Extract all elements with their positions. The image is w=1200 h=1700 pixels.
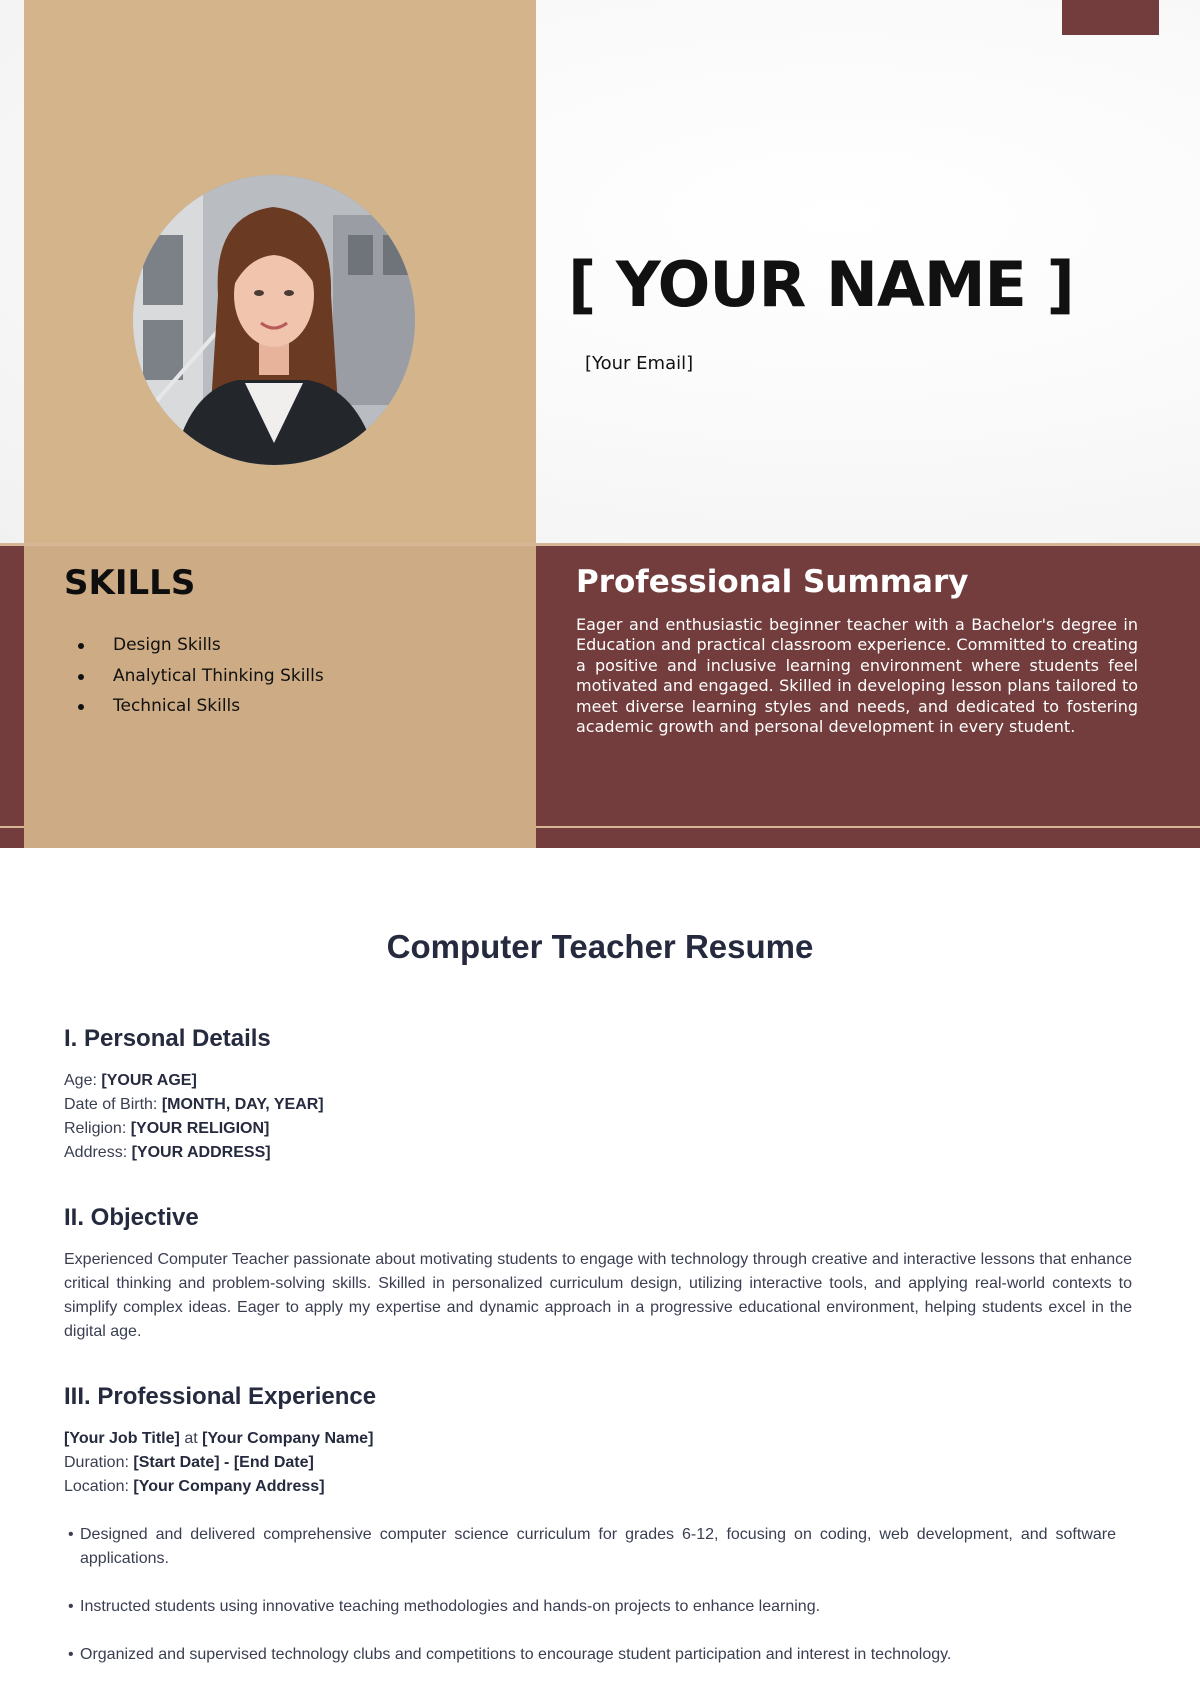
objective-heading: II. Objective [64, 1204, 199, 1231]
profile-photo [133, 175, 415, 465]
dob-value: [MONTH, DAY, YEAR] [161, 1096, 324, 1113]
age-line [64, 1069, 324, 1093]
top-accent-bar [1062, 0, 1159, 35]
candidate-name: [ YOUR NAME ] [568, 248, 1074, 321]
address-line [64, 1141, 324, 1165]
religion-label: Religion: [64, 1120, 127, 1137]
skill-item: Analytical Thinking Skills [64, 661, 324, 692]
address-label: Address: [64, 1144, 128, 1161]
address-value: [YOUR ADDRESS] [131, 1144, 271, 1161]
duration-label: Duration: [64, 1454, 129, 1471]
experience-bullet: • Designed and delivered comprehensive computer science curriculum for grades 6-12, focusing on coding, web development, and software applications. [64, 1523, 1116, 1571]
experience-bullet: • Instructed students using innovative teaching methodologies and hands-on projects to enhance learning. [64, 1595, 1116, 1619]
skill-item: Design Skills [64, 630, 324, 661]
job-at: at [184, 1430, 198, 1447]
job-title: [Your Job Title] [64, 1430, 180, 1447]
duration-line [64, 1451, 373, 1475]
document-title: Computer Teacher Resume [386, 928, 814, 965]
dob-label: Date of Birth: [64, 1096, 158, 1113]
job-details [64, 1427, 373, 1499]
personal-details-heading: I. Personal Details [64, 1025, 271, 1052]
objective-text: Experienced Computer Teacher passionate about motivating students to engage with technology through creative and interactive lessons that enhance critical thinking and problem-solving skills. Skilled in personalized curriculum design, utilizing interactive tools, and applying real-world contexts to simplify complex ideas. Eager to apply my expertise and dynamic approach in a progressive educational environment, helping students excel in the digital age. [64, 1251, 1132, 1340]
summary-text: Eager and enthusiastic beginner teacher with a Bachelor's degree in Education and practical classroom experience. Committed to creating a positive and inclusive learning environment where students feel motivated and engaged. Skilled in developing lesson plans tailored to meet diverse learning styles and needs, and dedicated to fostering academic growth and personal development in every student. [576, 615, 1138, 737]
skills-heading: SKILLS [64, 563, 196, 603]
experience-bullet: • Organized and supervised technology clubs and competitions to encourage student participation and interest in technology. [64, 1643, 1116, 1667]
skills-list [64, 630, 324, 722]
location-label: Location: [64, 1478, 129, 1495]
summary-heading: Professional Summary [576, 564, 969, 600]
location-line [64, 1475, 373, 1499]
age-label: Age: [64, 1072, 97, 1089]
duration-value: [Start Date] - [End Date] [133, 1454, 314, 1471]
religion-line [64, 1117, 324, 1141]
company-name: [Your Company Name] [202, 1430, 374, 1447]
dob-line [64, 1093, 324, 1117]
location-value: [Your Company Address] [133, 1478, 325, 1495]
experience-heading: III. Professional Experience [64, 1383, 377, 1410]
experience-bullets [64, 1523, 1116, 1691]
job-title-line [64, 1427, 373, 1451]
age-value: [YOUR AGE] [101, 1072, 197, 1089]
profile-photo-illustration [133, 175, 415, 465]
skill-item: Technical Skills [64, 691, 324, 722]
candidate-email: [Your Email] [585, 353, 694, 374]
religion-value: [YOUR RELIGION] [130, 1120, 270, 1137]
personal-details [64, 1069, 324, 1165]
